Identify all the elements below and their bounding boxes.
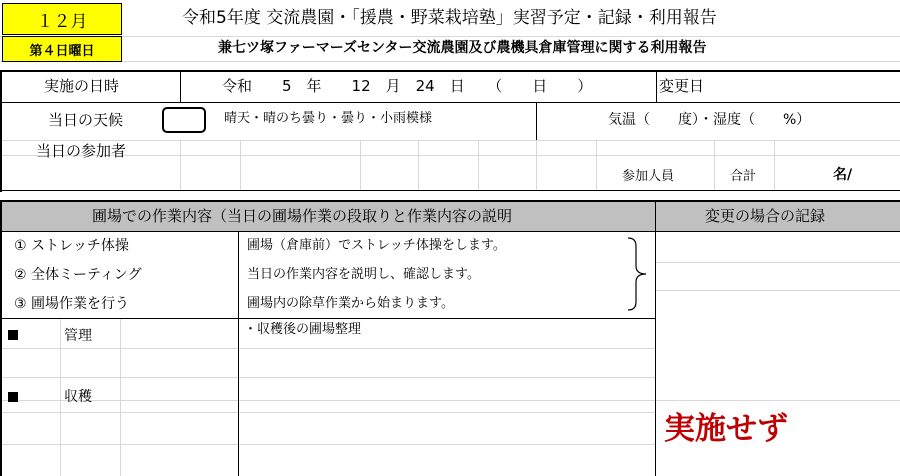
temp-humidity: 気温（ 度）・湿度（ %） (608, 112, 811, 128)
total-unit: 名/ (833, 167, 853, 183)
page-title: 令和5年度 交流農園・「援農・野菜栽培塾」実習予定・記録・利用報告 (182, 8, 717, 28)
step-1-title: ① ストレッチ体操 (14, 238, 129, 254)
month-label: １２月 (36, 11, 88, 32)
total-label: 合計 (730, 169, 757, 184)
step-3-desc: 圃場内の除草作業から始まります。 (247, 296, 454, 311)
weather-options: 晴天・晴のち曇り・曇り・小雨模様 (224, 111, 433, 126)
month-badge (2, 3, 122, 35)
step-1-desc: 圃場（倉庫前）でストレッチ体操をします。 (247, 238, 506, 253)
harvest-label: 収穫 (64, 389, 92, 405)
weather-label: 当日の天候 (48, 111, 124, 129)
not-performed-stamp: 実施せず (664, 411, 788, 447)
step-2-title: ② 全体ミーティング (14, 267, 142, 283)
weather-checkbox[interactable] (162, 107, 206, 133)
participants-label: 当日の参加者 (36, 142, 127, 160)
bracket-icon (622, 236, 652, 312)
week-label: 第４日曜日 (29, 43, 95, 59)
date-label: 実施の日時 (44, 77, 120, 95)
step-2-desc: 当日の作業内容を説明し、確認します。 (247, 267, 480, 282)
work-header-left-label: 圃場での作業内容（当日の圃場作業の段取りと作業内容の説明 (92, 207, 513, 225)
week-badge (2, 36, 122, 62)
management-label: 管理 (64, 328, 92, 344)
management-marker-icon (8, 330, 18, 340)
step-3-title: ③ 圃場作業を行う (14, 296, 130, 312)
date-value: 令和 5 年 12 月 24 日 （ 日 ） (222, 77, 593, 95)
count-label: 参加人員 (622, 169, 675, 184)
harvest-marker-icon (8, 392, 18, 402)
management-note: ・収穫後の圃場整理 (244, 322, 362, 337)
change-date-label: 変更日 (659, 77, 705, 95)
page-subtitle: 兼七ツ塚ファーマーズセンター交流農園及び農機具倉庫管理に関する利用報告 (218, 40, 707, 56)
work-header-right-label: 変更の場合の記録 (705, 207, 826, 225)
